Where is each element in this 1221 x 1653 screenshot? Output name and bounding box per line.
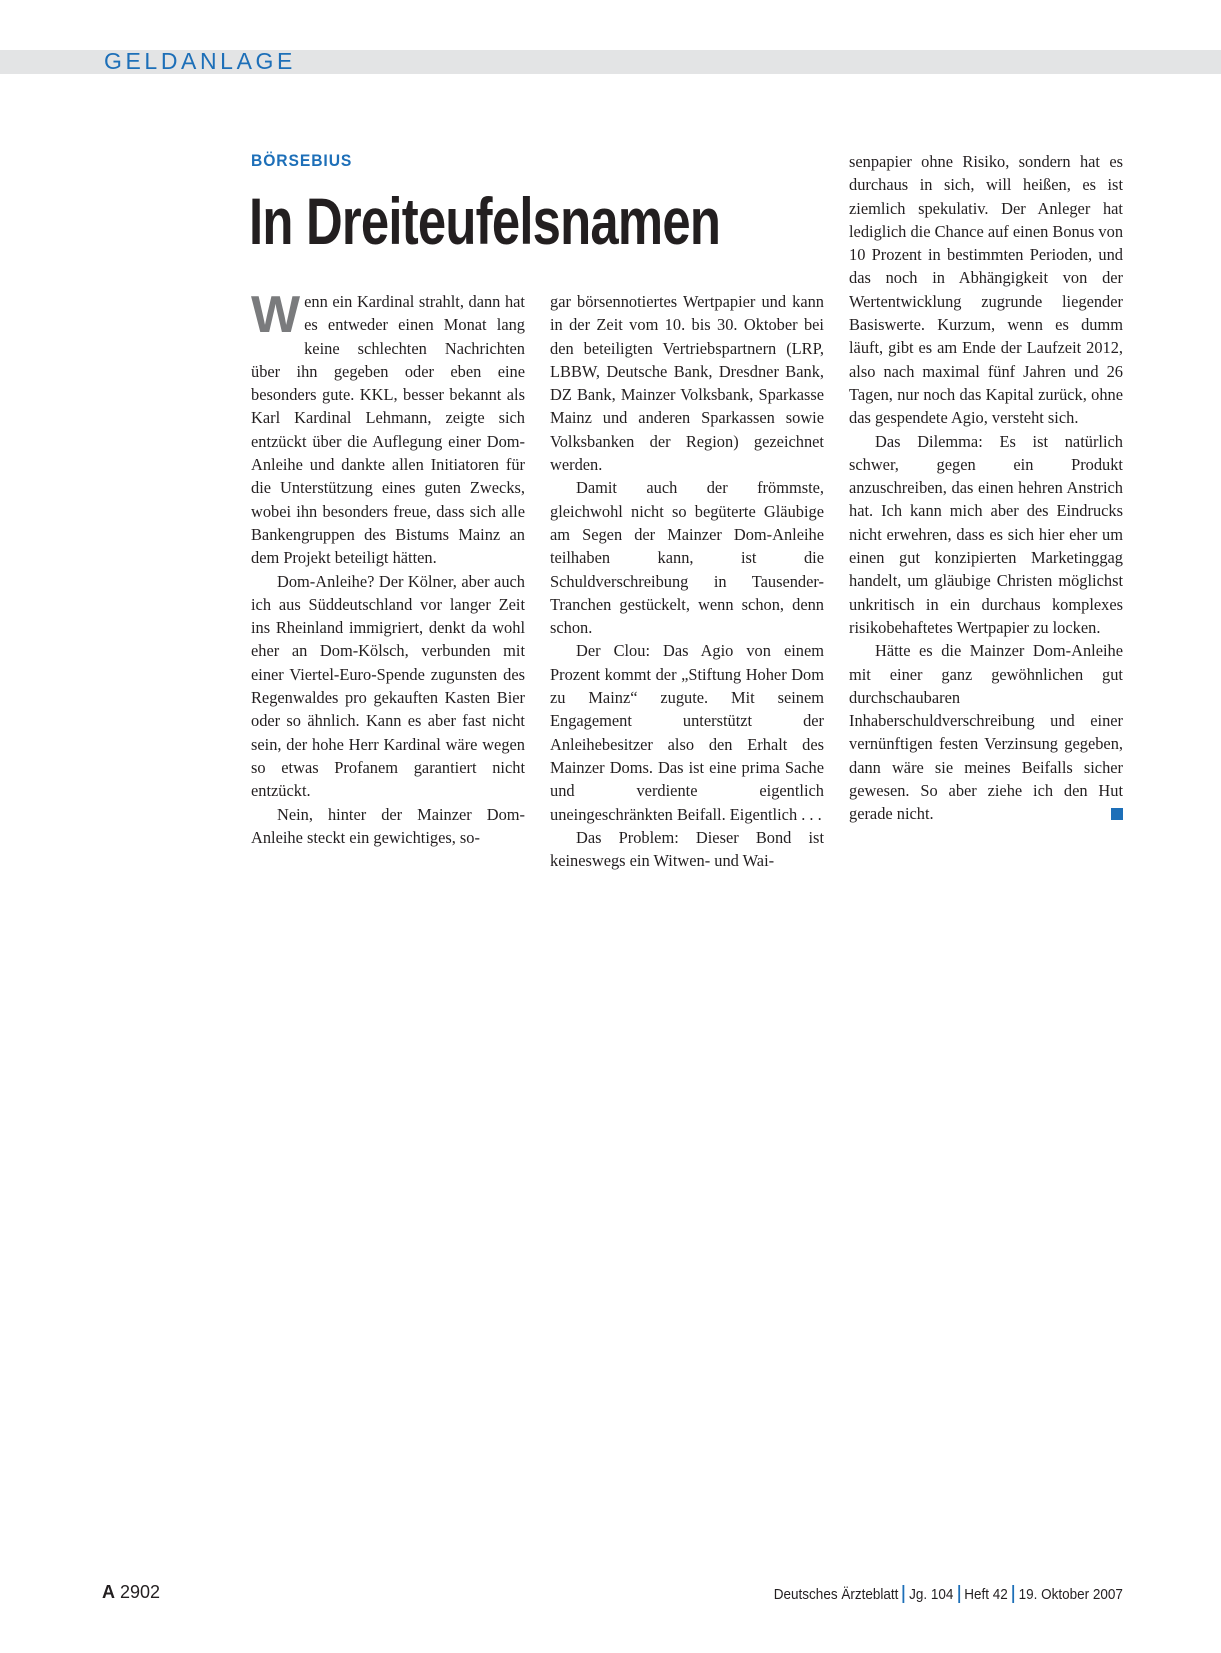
- article-paragraph: Das Problem: Dieser Bond ist keineswegs ein Witwen- und Wai-: [550, 827, 824, 871]
- journal-name: Deutsches Ärzteblatt: [773, 1586, 899, 1603]
- article-column-3: [849, 150, 1123, 826]
- journal-issue: Heft 42: [964, 1586, 1008, 1603]
- journal-footer: [774, 1585, 1123, 1603]
- end-of-article-square-icon: [1111, 808, 1123, 820]
- article-column-2: [550, 290, 824, 872]
- paragraph-text: enn ein Kardinal strahlt, dann hat es entweder einen Monat lang keine schlechten Nachrichten über ihn gegeben oder eben eine besonders gute. KKL, besser bekannt als Karl Kardinal Lehmann, zeigte sich entzückt über die Auflegung einer Dom-Anleihe und dankte allen Initiatoren für die Unterstützung eines guten Zwecks, wobei ihn besonders freue, dass sich alle Bankengruppen des Bistums Mainz an dem Projekt beteiligt hätten.: [251, 292, 525, 568]
- article-kicker: BÖRSEBIUS: [251, 151, 353, 170]
- page-prefix: A: [102, 1582, 115, 1602]
- section-label: GELDANLAGE: [104, 48, 296, 74]
- article-paragraph: senpapier ohne Risiko, sondern hat es durchaus in sich, will heißen, es ist ziemlich spekulativ. Der Anleger hat lediglich die Chance auf einen Bonus von 10 Prozent in bestimmten Perioden, und das noch in Abhängigkeit von der Wertentwicklung zugrunde liegender Basiswerte. Kurzum, wenn es dumm läuft, gibt es am Ende der Laufzeit 2012, also nach maximal fünf Jahren und 26 Tagen, nur noch das Kapital zurück, ohne das gespendete Agio, versteht sich.: [849, 152, 1124, 428]
- paragraph-text: Hätte es die Mainzer Dom-Anleihe mit einer ganz gewöhnlichen gut durchschaubaren Inhaberschuldverschreibung und einer vernünftigen festen Verzinsung gegeben, dann wäre sie meines Beifalls sicher gewesen. So aber ziehe ich den Hut gerade nicht.: [849, 641, 1123, 824]
- journal-volume: Jg. 104: [909, 1586, 954, 1603]
- article-paragraph: [849, 639, 1123, 825]
- article-paragraph: Nein, hinter der Mainzer Dom-Anleihe steckt ein gewichtiges, so-: [251, 804, 525, 847]
- page-number-value: 2902: [120, 1582, 161, 1602]
- article-paragraph: Damit auch der frömmste, gleichwohl nicht so begüterte Gläubige am Segen der Mainzer Dom-Anleihe teilhaben kann, ist die Schuldverschreibung in Tausender-Tranchen gestückelt, wenn schon, denn schon.: [550, 478, 824, 638]
- article-paragraph: Dom-Anleihe? Der Kölner, aber auch ich aus Süddeutschland vor langer Zeit ins Rheinland immigriert, denkt da wohl eher an Dom-Kölsch, verbunden mit einer Viertel-Euro-Spende zugunsten des Regenwaldes pro gekauften Kasten Bier oder so ähnlich. Kann es aber fast nicht sein, der hohe Herr Kardinal wäre wegen so etwas Profanem garantiert nicht entzückt.: [251, 571, 525, 801]
- drop-cap: W: [251, 286, 301, 344]
- footer-separator: [903, 1585, 905, 1603]
- article-headline: In Dreiteufelsnamen: [249, 184, 721, 258]
- footer-separator: [1012, 1585, 1014, 1603]
- page-number: [102, 1582, 160, 1603]
- article-paragraph: Das Dilemma: Es ist natürlich schwer, gegen ein Produkt anzuschreiben, das einen hehren Anstrich hat. Ich kann mich aber des Eindrucks nicht erwehren, dass es sich hier eher um einen gut konzipierten Marketinggag handelt, um gläubige Christen möglichst unkritisch in ein durchaus komplexes risikobehaftetes Wertpapier zu locken.: [849, 431, 1123, 637]
- journal-date: 19. Oktober 2007: [1018, 1586, 1123, 1603]
- article-column-1: [251, 286, 525, 849]
- footer-separator: [958, 1585, 960, 1603]
- article-paragraph: [251, 286, 525, 570]
- article-paragraph: Der Clou: Das Agio von einem Prozent kommt der „Stiftung Hoher Dom zu Mainz“ zugute. Mit seinem Engagement unterstützt der Anleihebesitzer also den Erhalt des Mainzer Doms. Das ist eine prima Sache und verdiente eigentlich uneingeschränkten Beifall. Eigentlich . . .: [550, 641, 824, 824]
- article-paragraph: gar börsennotiertes Wertpapier und kann in der Zeit vom 10. bis 30. Oktober bei den beteiligten Vertriebspartnern (LRP, LBBW, Deutsche Bank, Dresdner Bank, DZ Bank, Mainzer Volksbank, Sparkasse Mainz und anderen Sparkassen sowie Volksbanken der Region) gezeichnet werden.: [550, 292, 824, 475]
